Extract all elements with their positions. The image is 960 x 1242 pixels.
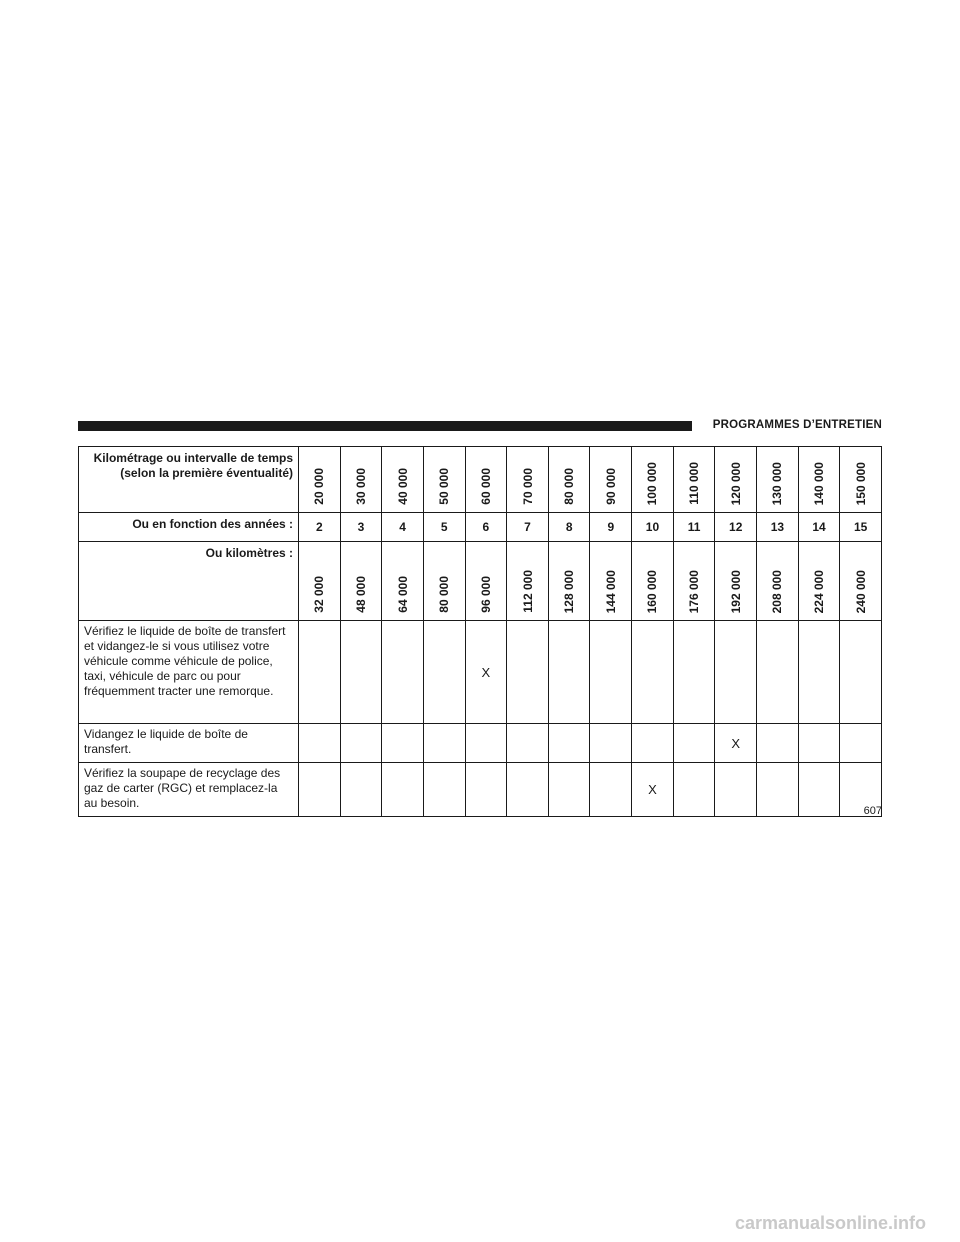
task-mark	[757, 724, 799, 763]
mileage-cell	[340, 447, 382, 513]
task-mark	[382, 621, 424, 724]
mileage-header-row	[79, 447, 882, 513]
mileage-cell	[548, 447, 590, 513]
interval-label: Kilométrage ou intervalle de temps (selon la première éventualité)	[79, 447, 299, 513]
task-mark	[590, 724, 632, 763]
task-mark	[507, 621, 549, 724]
kilometer-cell	[715, 542, 757, 621]
kilometer-cell	[673, 542, 715, 621]
year-value: 14	[798, 513, 840, 542]
mileage-value: 20 000	[312, 468, 327, 505]
mileage-value: 50 000	[437, 468, 452, 505]
kilometer-cell	[548, 542, 590, 621]
task-mark	[715, 621, 757, 724]
kilometer-value: 48 000	[353, 576, 368, 613]
task-mark	[423, 763, 465, 817]
kilometer-value: 128 000	[562, 569, 577, 613]
kilometer-value: 208 000	[770, 569, 785, 613]
mileage-cell	[590, 447, 632, 513]
year-value: 3	[340, 513, 382, 542]
task-mark	[548, 724, 590, 763]
mileage-value: 40 000	[395, 468, 410, 505]
year-value: 4	[382, 513, 424, 542]
mileage-cell	[632, 447, 674, 513]
kilometer-value: 64 000	[395, 576, 410, 613]
mileage-value: 110 000	[687, 462, 702, 505]
task-mark	[798, 621, 840, 724]
kilometers-label: Ou kilomètres :	[79, 542, 299, 621]
kilometer-value: 80 000	[437, 576, 452, 613]
task-description: Vérifiez le liquide de boîte de transfert et vidangez-le si vous utilisez votre véhicule comme véhicule de police, taxi, véhicule de parc ou pour fréquemment tracter une remorque.	[79, 621, 299, 724]
kilometer-cell	[507, 542, 549, 621]
year-value: 10	[632, 513, 674, 542]
task-mark	[673, 763, 715, 817]
year-value: 15	[840, 513, 882, 542]
mileage-value: 60 000	[478, 468, 493, 505]
kilometer-value: 144 000	[603, 569, 618, 613]
mileage-cell	[423, 447, 465, 513]
years-row	[79, 513, 882, 542]
task-mark	[465, 724, 507, 763]
task-mark	[798, 763, 840, 817]
mileage-value: 30 000	[353, 468, 368, 505]
task-mark	[340, 724, 382, 763]
task-mark	[340, 763, 382, 817]
task-mark: X	[465, 621, 507, 724]
task-mark	[299, 763, 341, 817]
task-row	[79, 724, 882, 763]
task-description: Vérifiez la soupape de recyclage des gaz de carter (RGC) et remplacez-la au besoin.	[79, 763, 299, 817]
task-row	[79, 763, 882, 817]
kilometer-value: 112 000	[520, 570, 535, 613]
section-title: PROGRAMMES D’ENTRETIEN	[712, 419, 882, 431]
kilometer-cell	[465, 542, 507, 621]
task-mark	[548, 621, 590, 724]
kilometer-value: 224 000	[812, 569, 826, 613]
kilometer-cell	[382, 542, 424, 621]
task-mark: X	[632, 763, 674, 817]
kilometer-cell	[632, 542, 674, 621]
task-mark	[840, 724, 882, 763]
task-mark	[590, 763, 632, 817]
task-mark	[673, 621, 715, 724]
year-value: 11	[673, 513, 715, 542]
kilometer-cell	[423, 542, 465, 621]
mileage-value: 120 000	[728, 461, 743, 505]
year-value: 8	[548, 513, 590, 542]
task-mark	[798, 724, 840, 763]
year-value: 13	[757, 513, 799, 542]
mileage-value: 150 000	[853, 461, 868, 505]
task-mark	[632, 621, 674, 724]
task-mark	[632, 724, 674, 763]
year-value: 5	[423, 513, 465, 542]
task-row	[79, 621, 882, 724]
task-mark	[757, 621, 799, 724]
mileage-cell	[507, 447, 549, 513]
task-mark	[673, 724, 715, 763]
task-mark	[299, 724, 341, 763]
year-value: 7	[507, 513, 549, 542]
task-mark	[548, 763, 590, 817]
page-number: 607	[863, 805, 882, 817]
kilometer-value: 240 000	[853, 569, 868, 613]
mileage-value: 70 000	[520, 468, 535, 505]
kilometer-value: 192 000	[728, 569, 743, 613]
task-mark	[507, 763, 549, 817]
kilometer-value: 176 000	[687, 569, 702, 613]
task-mark	[423, 621, 465, 724]
kilometer-cell	[340, 542, 382, 621]
kilometer-cell	[590, 542, 632, 621]
task-mark	[757, 763, 799, 817]
mileage-cell	[673, 447, 715, 513]
year-value: 12	[715, 513, 757, 542]
header-rule	[78, 421, 692, 431]
task-mark: X	[715, 724, 757, 763]
task-mark	[465, 763, 507, 817]
task-mark	[715, 763, 757, 817]
kilometer-value: 96 000	[478, 576, 493, 613]
mileage-value: 100 000	[645, 461, 660, 505]
year-value: 2	[299, 513, 341, 542]
task-mark	[340, 621, 382, 724]
task-mark	[299, 621, 341, 724]
mileage-cell	[757, 447, 799, 513]
years-label: Ou en fonction des années :	[79, 513, 299, 542]
mileage-value: 140 000	[812, 461, 826, 505]
task-mark	[382, 724, 424, 763]
mileage-value: 90 000	[603, 468, 618, 505]
mileage-cell	[840, 447, 882, 513]
mileage-cell	[798, 447, 840, 513]
year-value: 9	[590, 513, 632, 542]
year-value: 6	[465, 513, 507, 542]
kilometer-cell	[840, 542, 882, 621]
task-mark	[382, 763, 424, 817]
watermark: carmanualsonline.info	[734, 1213, 926, 1233]
kilometers-row	[79, 542, 882, 621]
task-mark	[423, 724, 465, 763]
mileage-value: 80 000	[562, 468, 577, 505]
mileage-cell	[299, 447, 341, 513]
task-mark	[590, 621, 632, 724]
task-description: Vidangez le liquide de boîte de transfert.	[79, 724, 299, 763]
mileage-value: 130 000	[770, 461, 785, 505]
kilometer-cell	[299, 542, 341, 621]
mileage-cell	[382, 447, 424, 513]
mileage-cell	[465, 447, 507, 513]
task-mark	[507, 724, 549, 763]
kilometer-cell	[798, 542, 840, 621]
kilometer-cell	[757, 542, 799, 621]
kilometer-value: 160 000	[645, 569, 660, 613]
kilometer-value: 32 000	[312, 576, 327, 613]
maintenance-table	[78, 446, 882, 817]
mileage-cell	[715, 447, 757, 513]
task-mark	[840, 621, 882, 724]
